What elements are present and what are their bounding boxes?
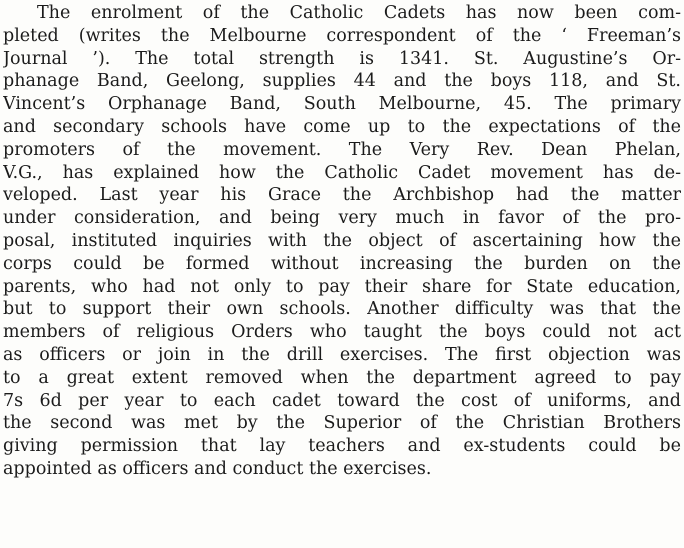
text-line: pleted (writes the Melbourne correspondent of the ‘ Freeman’s xyxy=(3,25,681,46)
text-line: phanage Band, Geelong, supplies 44 and the boys 118, and St. xyxy=(3,71,681,92)
text-line: to a great extent removed when the department agreed to pay xyxy=(3,367,681,388)
text-line: Journal ’). The total strength is 1341. St. Augustine’s Or- xyxy=(3,48,681,69)
text-line: giving permission that lay teachers and ex-students could be xyxy=(3,436,681,457)
text-line: 7s 6d per year to each cadet toward the cost of uniforms, and xyxy=(3,390,681,411)
text-line: The enrolment of the Catholic Cadets has now been com- xyxy=(37,3,681,23)
text-line: but to support their own schools. Another difficulty was that the xyxy=(3,299,681,320)
text-line: Vincent’s Orphanage Band, South Melbourne, 45. The primary xyxy=(3,94,681,115)
text-line: and secondary schools have come up to the expectations of the xyxy=(3,116,681,137)
text-line: parents, who had not only to pay their share for State education, xyxy=(3,276,681,297)
text-line: promoters of the movement. The Very Rev. Dean Phelan, xyxy=(3,139,681,160)
text-line: members of religious Orders who taught the boys could not act xyxy=(3,322,681,343)
text-line: appointed as officers and conduct the exercises. xyxy=(3,458,432,479)
text-line: posal, instituted inquiries with the object of ascertaining how the xyxy=(3,230,681,251)
text-line: veloped. Last year his Grace the Archbishop had the matter xyxy=(3,185,681,206)
text-line: under consideration, and being very much in favor of the pro- xyxy=(3,208,681,229)
text-line: V.G., has explained how the Catholic Cadet movement has de- xyxy=(3,162,681,183)
text-line: corps could be formed without increasing the burden on the xyxy=(3,253,681,274)
text-line: the second was met by the Superior of the Christian Brothers xyxy=(3,413,681,434)
article-paragraph xyxy=(3,2,681,481)
text-line: as officers or join in the drill exercises. The first objection was xyxy=(3,344,681,365)
